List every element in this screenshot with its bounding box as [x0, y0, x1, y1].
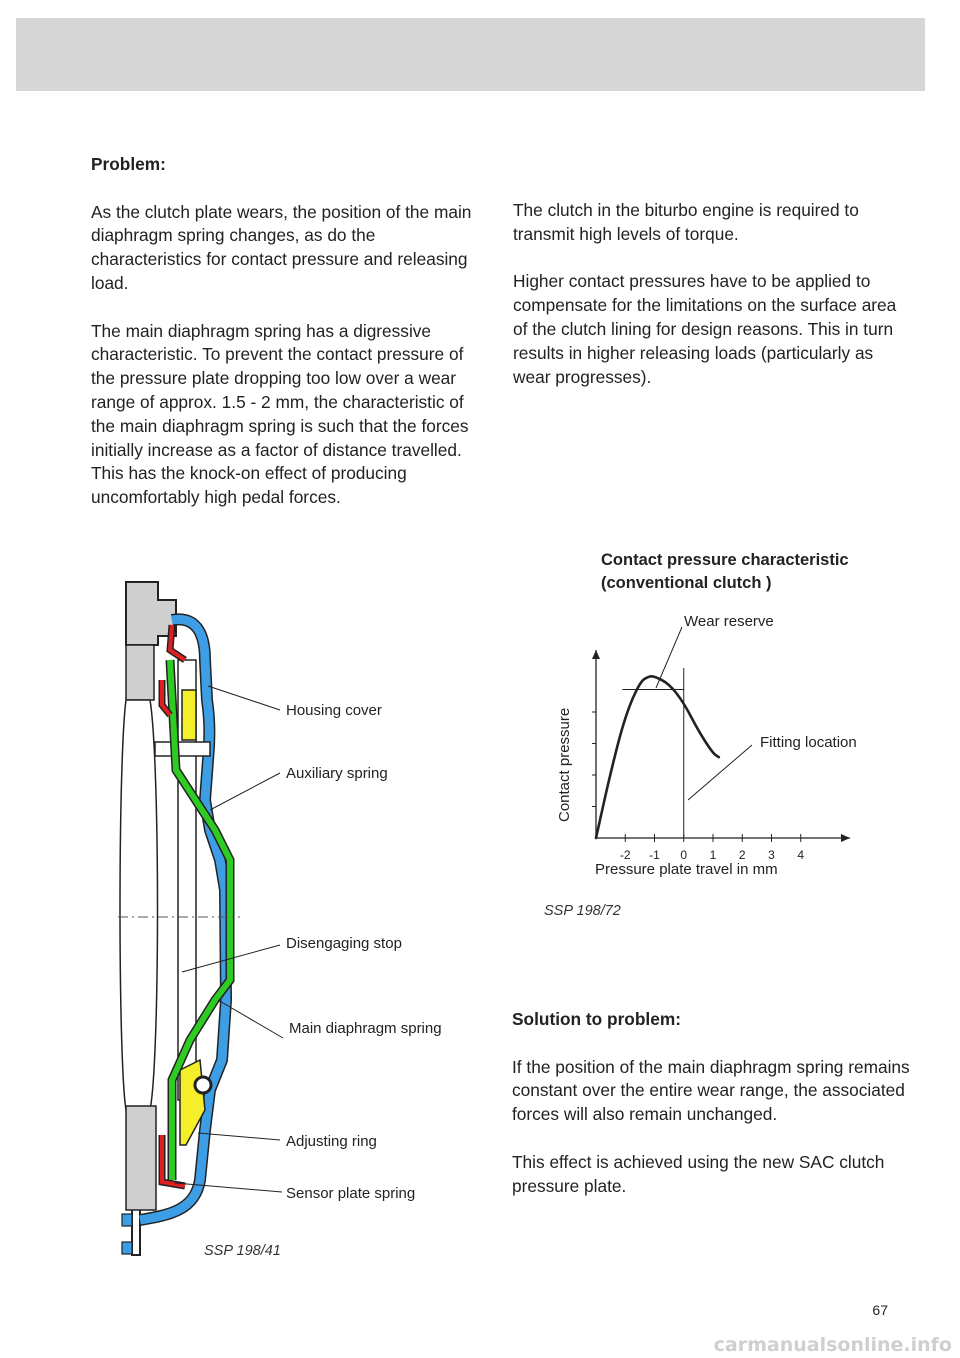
label-housing-cover: Housing cover — [286, 702, 382, 719]
x-tick-label: 1 — [709, 848, 717, 862]
chart-ylabel: Contact pressure — [556, 707, 573, 822]
x-axis-arrow — [841, 834, 850, 842]
chart-xlabel: Pressure plate travel in mm — [595, 861, 778, 878]
caption-ssp-198-72: SSP 198/72 — [544, 903, 621, 919]
problem-paragraph-3: This has the knock-on effect of producing uncomfortably high pedal forces. — [91, 463, 407, 508]
watermark: carmanualsonline.info — [713, 1334, 952, 1356]
solution-text — [512, 1008, 912, 1222]
y-axis-arrow — [592, 650, 600, 659]
x-tick-label: 0 — [680, 848, 688, 862]
solution-paragraph-1: If the position of the main diaphragm spring remains constant over the entire wear range, the associated forces will also remain unchanged. — [512, 1056, 910, 1125]
x-tick-label: 2 — [738, 848, 746, 862]
solution-paragraph-2: This effect is achieved using the new SAC clutch pressure plate. — [512, 1151, 885, 1196]
label-main-diaphragm-spring: Main diaphragm spring — [289, 1020, 442, 1037]
right-paragraph-2: Higher contact pressures have to be applied to compensate for the limitations on the surface area of the clutch lining for design reasons. This in turn results in higher releasing loads (particularly as wear progresses). — [513, 271, 897, 387]
solution-heading: Solution to problem: — [512, 1009, 681, 1029]
x-tick-label: 3 — [768, 848, 775, 862]
annotation-fitting-location: Fitting location — [760, 734, 857, 751]
x-tick-label: -2 — [619, 848, 631, 862]
chart-title-line-2: (conventional clutch ) — [601, 574, 772, 592]
label-sensor-plate-spring: Sensor plate spring — [286, 1185, 416, 1202]
series-line-0 — [596, 676, 719, 838]
annotation-wear-reserve: Wear reserve — [684, 613, 774, 630]
problem-heading: Problem: — [91, 154, 166, 174]
wear-reserve-leader — [656, 627, 682, 688]
chart-title-line-1: Contact pressure characteristic — [601, 551, 849, 569]
caption-ssp-198-41: SSP 198/41 — [204, 1243, 281, 1259]
label-adjusting-ring: Adjusting ring — [286, 1133, 377, 1150]
x-tick-label: -1 — [649, 848, 660, 862]
label-disengaging-stop: Disengaging stop — [286, 935, 402, 952]
x-tick-label: 4 — [797, 848, 805, 862]
label-auxiliary-spring: Auxiliary spring — [286, 765, 388, 782]
fitting-location-leader — [688, 745, 752, 800]
problem-paragraph-1: As the clutch plate wears, the position of the main diaphragm spring changes, as do the characteristics for contact pressure and releasing load. — [91, 201, 472, 293]
problem-paragraph-2: The main diaphragm spring has a digressive characteristic. To prevent the contact pressure of the pressure plate dropping too low over a wear range of approx. 1.5 - 2 mm, the characteristic of the main diaphragm spring is such that the forces initially increase as a factor of distance travelled. — [91, 320, 469, 460]
page-number: 67 — [872, 1302, 888, 1318]
right-paragraph-1: The clutch in the biturbo engine is required to transmit high levels of torque. — [513, 200, 859, 244]
